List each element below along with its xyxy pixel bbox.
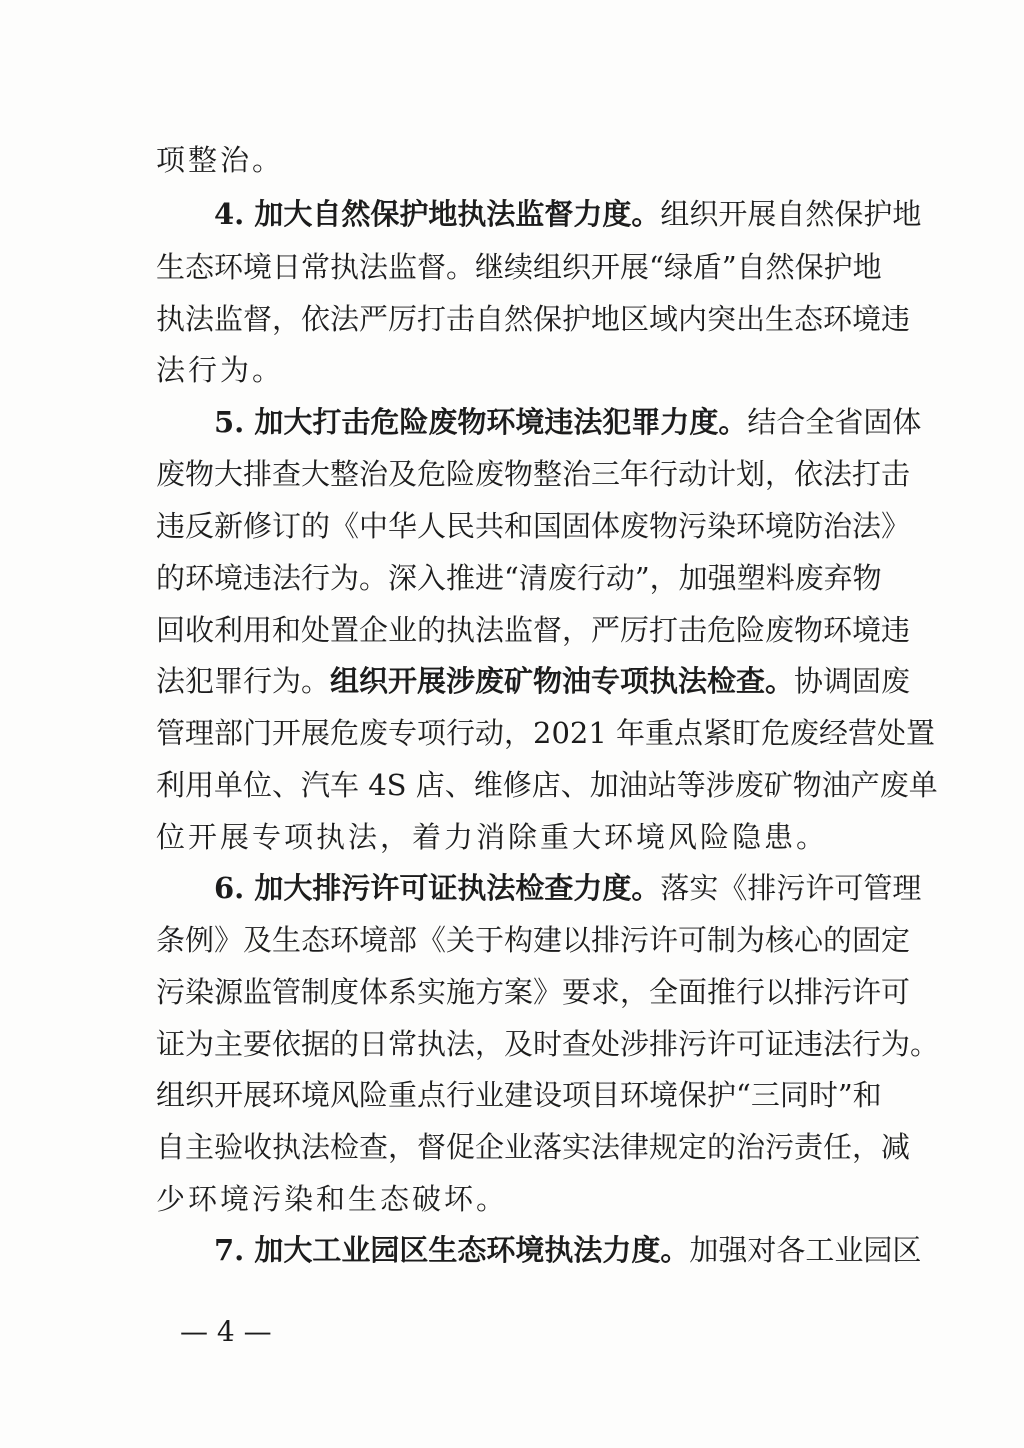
paragraph-line: 项整治。: [156, 143, 285, 177]
paragraph-line: 污染源监管制度体系实施方案》要求，全面推行以排污许可: [156, 975, 911, 1009]
item-5-title: 5. 加大打击危险废物环境违法犯罪力度。: [214, 405, 748, 439]
paragraph-line: 利用单位、汽车 4S 店、维修店、加油站等涉废矿物油产废单: [156, 768, 938, 802]
paragraph-line: 执法监督，依法严厉打击自然保护地区域内突出生态环境违: [156, 302, 911, 336]
item-6-heading-line: [214, 868, 922, 908]
item-4-text: 组织开展自然保护地: [660, 197, 922, 231]
paragraph-line: 证为主要依据的日常执法，及时查处涉排污许可证违法行为。: [156, 1027, 940, 1061]
paragraph-line: 违反新修订的《中华人民共和国固体废物污染环境防治法》: [156, 509, 911, 543]
item-5-heading-line: [214, 402, 922, 442]
item-5-subtitle: 组织开展涉废矿物油专项执法检查。: [330, 664, 795, 698]
paragraph-line: 少环境污染和生态破坏。: [156, 1182, 509, 1216]
item-5-text-before: 法犯罪行为。: [156, 664, 331, 698]
item-6-title: 6. 加大排污许可证执法检查力度。: [214, 871, 661, 905]
item-4-heading-line: [214, 194, 922, 234]
item-7-text: 加强对各工业园区: [689, 1233, 922, 1267]
item-6-text: 落实《排污许可管理: [660, 871, 922, 905]
paragraph-line: 生态环境日常执法监督。继续组织开展“绿盾”自然保护地: [156, 250, 882, 284]
paragraph-line: 回收利用和处置企业的执法监督，严厉打击危险废物环境违: [156, 613, 911, 647]
item-7-title: 7. 加大工业园区生态环境执法力度。: [214, 1233, 690, 1267]
paragraph-line: 位开展专项执法，着力消除重大环境风险隐患。: [156, 820, 829, 854]
paragraph-line: 废物大排查大整治及危险废物整治三年行动计划，依法打击: [156, 457, 911, 491]
paragraph-line-mixed: [156, 661, 911, 701]
item-5-text: 结合全省固体: [747, 405, 922, 439]
paragraph-line: 自主验收执法检查，督促企业落实法律规定的治污责任，减: [156, 1130, 911, 1164]
page-number: — 4 —: [180, 1315, 272, 1348]
paragraph-line: 的环境违法行为。深入推进“清废行动”，加强塑料废弃物: [156, 561, 882, 595]
item-5-text-after: 协调固废: [794, 664, 911, 698]
paragraph-line: 法行为。: [156, 353, 285, 387]
paragraph-line: 组织开展环境风险重点行业建设项目环境保护“三同时”和: [156, 1078, 882, 1112]
item-7-heading-line: [214, 1230, 922, 1270]
item-4-title: 4. 加大自然保护地执法监督力度。: [214, 197, 661, 231]
paragraph-line: 管理部门开展危废专项行动，2021 年重点紧盯危废经营处置: [156, 716, 936, 750]
paragraph-line: 条例》及生态环境部《关于构建以排污许可制为核心的固定: [156, 923, 911, 957]
